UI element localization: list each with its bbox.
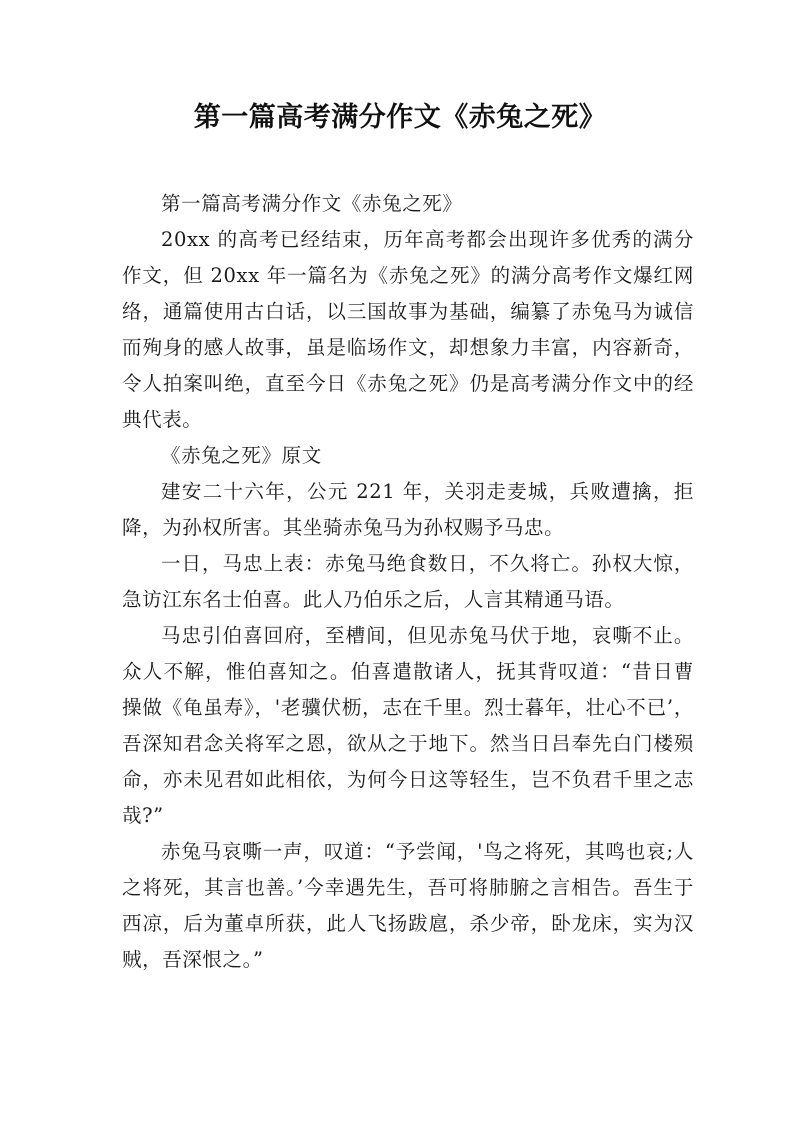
paragraph-intro: 20xx 的高考已经结束，历年高考都会出现许多优秀的满分作文，但 20xx 年一篇名为《赤兔之死》的满分高考作文爆红网络，通篇使用古白话，以三国故事为基础，编纂了赤兔马为诚信而殉身的感人故事，虽是临场作文，却想象力丰富，内容新奇，令人拍案叫绝，直至今日《赤兔之死》仍是高考满分作文中的经典代表。	[122, 228, 694, 431]
paragraph-original-heading: 《赤兔之死》原文	[161, 444, 322, 467]
paragraph-story-4: 赤兔马哀嘶一声，叹道：“予尝闻，'鸟之将死，其鸣也哀;人之将死，其言也善。’今幸遇先生，吾可将肺腑之言相告。吾生于西凉，后为董卓所获，此人飞扬跋扈，杀少帝，卧龙床，实为汉贼，吾深恨之。”	[122, 840, 694, 971]
document-title: 第一篇高考满分作文《赤兔之死》	[193, 102, 607, 133]
paragraph-subtitle: 第一篇高考满分作文《赤兔之死》	[161, 192, 463, 215]
paragraph-story-2: 一日，马忠上表：赤兔马绝食数日，不久将亡。孙权大惊，急访江东名士伯喜。此人乃伯乐之后，人言其精通马语。	[122, 552, 694, 611]
document-body	[122, 186, 694, 978]
paragraph-story-1: 建安二十六年，公元 221 年，关羽走麦城，兵败遭擒，拒降，为孙权所害。其坐骑赤兔马为孙权赐予马忠。	[122, 480, 694, 539]
paragraph-story-3: 马忠引伯喜回府，至槽间，但见赤兔马伏于地，哀嘶不止。众人不解，惟伯喜知之。伯喜遣散诸人，抚其背叹道：“昔日曹操做《龟虽寿》，'老骥伏枥，志在千里。烈士暮年，壮心不已’，吾深知君念关将军之恩，欲从之于地下。然当日吕奉先白门楼殒命，亦未见君如此相依，为何今日这等轻生，岂不负君千里之志哉?”	[122, 624, 694, 827]
